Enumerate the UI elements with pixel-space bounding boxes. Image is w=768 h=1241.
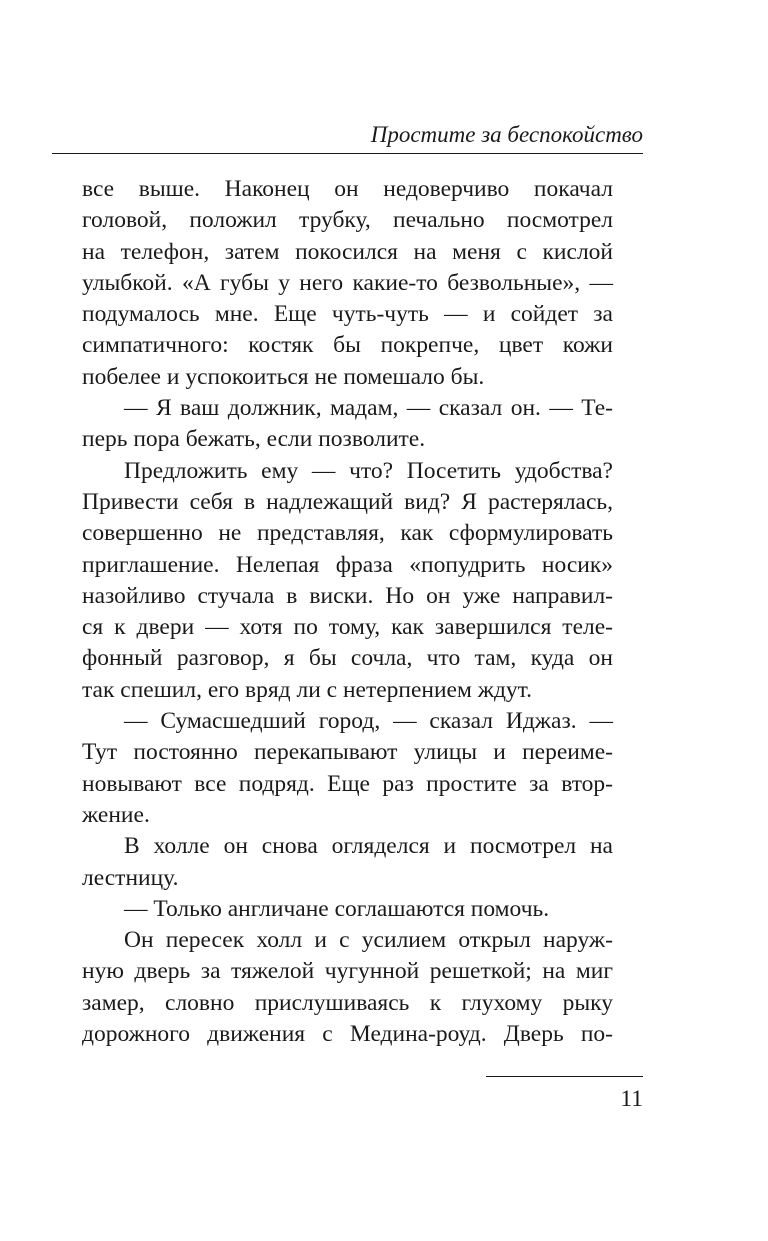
text-line: — Я ваш должник, мадам, — сказал он. — Те-	[124, 395, 613, 422]
text-line: головой, положил трубку, печально посмотрел	[82, 207, 613, 234]
text-line: — Только англичане соглашаются помочь.	[124, 895, 550, 922]
text-line: ся к двери — хотя по тому, как завершился теле-	[82, 614, 613, 641]
text-body	[82, 174, 613, 1050]
text-line: замер, словно прислушиваясь к глухому рыку	[82, 989, 613, 1016]
text-line: приглашение. Нелепая фраза «попудрить носик»	[82, 551, 613, 578]
text-line: улыбкой. «А губы у него какие-то безвольные», —	[82, 269, 613, 296]
text-line: Тут постоянно перекапывают улицы и переиме-	[82, 739, 613, 766]
text-line: Предложить ему — что? Посетить удобства?	[124, 457, 613, 484]
text-line: все выше. Наконец он недоверчиво покачал	[82, 176, 613, 202]
text-line: на телефон, затем покосился на меня с кислой	[82, 238, 613, 265]
text-line: дорожного движения с Медина-роуд. Дверь по-	[82, 1021, 613, 1048]
text-line: новывают все подряд. Еще раз простите за втор-	[82, 770, 613, 797]
text-line: так спешил, его вряд ли с нетерпением ждут.	[82, 676, 533, 703]
header-rule	[52, 153, 643, 154]
page-number: 11	[620, 1086, 643, 1112]
text-line: лестницу.	[82, 864, 179, 891]
footer-rule	[486, 1076, 643, 1077]
text-line: назойливо стучала в виски. Но он уже направил-	[82, 582, 613, 609]
text-line: В холле он снова огляделся и посмотрел на	[124, 833, 613, 860]
running-head: Простите за беспокойство	[370, 122, 643, 147]
text-line: ную дверь за тяжелой чугунной решеткой; на миг	[82, 958, 613, 985]
text-line: фонный разговор, я бы сочла, что там, куда он	[82, 645, 613, 672]
text-line: Он пересек холл и с усилием открыл наруж-	[124, 927, 613, 954]
text-line: Привести себя в надлежащий вид? Я растерялась,	[82, 488, 613, 515]
text-line: побелее и успокоиться не помешало бы.	[82, 363, 485, 390]
text-line: перь пора бежать, если позволите.	[82, 426, 426, 453]
text-line: совершенно не представляя, как сформулировать	[82, 520, 613, 547]
text-line: подумалось мне. Еще чуть-чуть — и сойдет за	[82, 301, 613, 328]
text-line: — Сумасшедший город, — сказал Иджаз. —	[124, 708, 613, 735]
text-line: симпатичного: костяк бы покрепче, цвет кожи	[82, 332, 613, 359]
text-line: жение.	[82, 801, 150, 828]
